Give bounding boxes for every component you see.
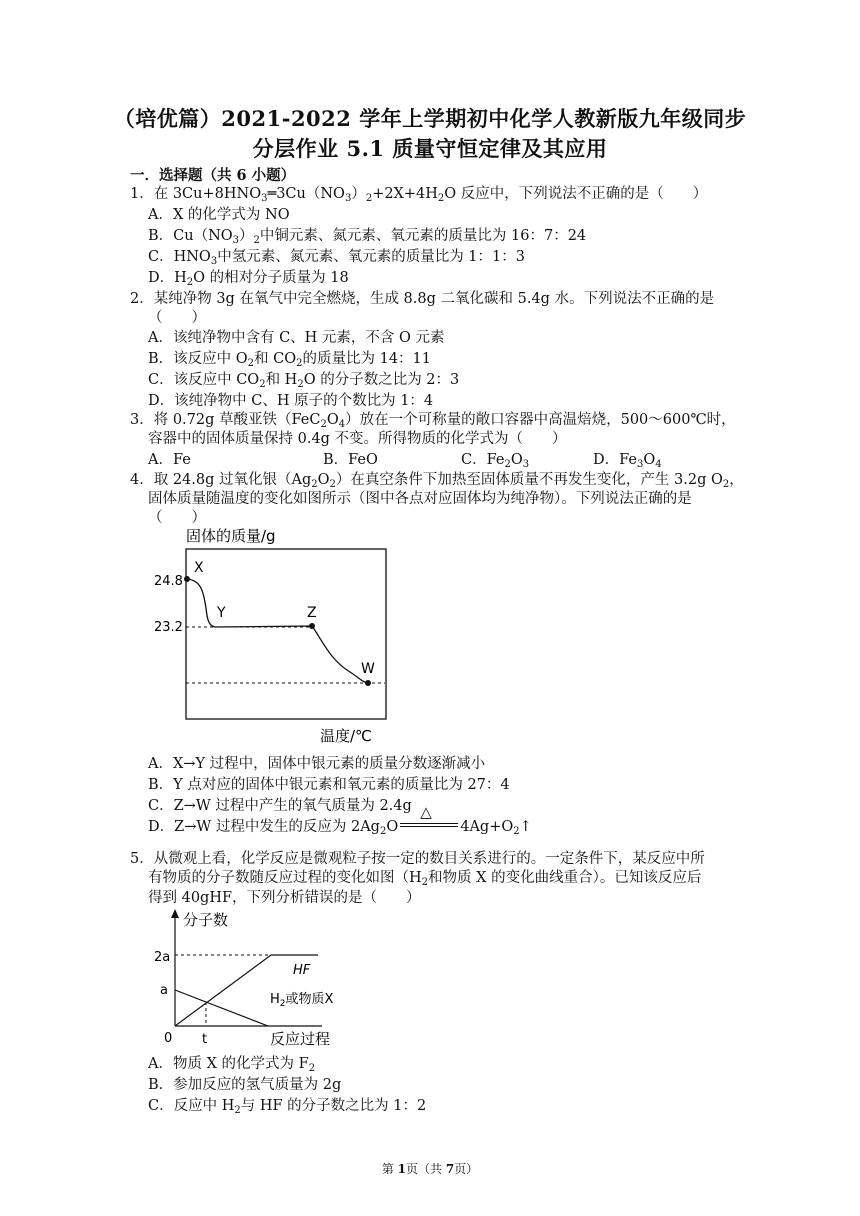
q2-stem: 2．某纯净物 3g 在氧气中完全燃烧，生成 8.8g 二氧化碳和 5.4g 水。下列说法不正确的是	[130, 291, 715, 307]
q3-option-a: A．Fe	[148, 452, 191, 468]
q5-stem-line3: 得到 40gHF，下列分析错误的是（ ）	[148, 890, 421, 906]
q2-option-a: A．该纯净物中含有 C、H 元素，不含 O 元素	[148, 330, 445, 346]
chart1-point-w	[365, 680, 371, 686]
chart2-y-arrow	[171, 909, 179, 918]
chart1-label-y: Y	[217, 605, 226, 621]
chart2-xlabel: 反应过程	[270, 1030, 331, 1048]
delta-symbol: △	[420, 803, 432, 821]
chart2-hf-line	[175, 955, 271, 1026]
chart1-ylabel: 固体的质量/g	[186, 527, 276, 545]
q1-option-a: A．X 的化学式为 NO	[148, 207, 290, 223]
q3-stem: 3．将 0.72g 草酸亚铁$(FeC_2O_4)$放在一个可称量的敞口容器中高温焙烧，500～600℃时，	[130, 412, 736, 430]
q2-option-b: B．该反应中 $O_2$和 $CO_2$的质量比为 14：11	[148, 351, 432, 369]
q4-stem-line2: 固体质量随温度的变化如图所示（图中各点对应固体均为纯净物）。下列说法正确的是	[148, 491, 692, 507]
q1-stem: 1．在 $3Cu+8HNO_3═3Cu(NO_3)_2+2X+4H_2O$ 反应中，下列说法不正确的是（ ）	[130, 186, 708, 204]
chart2-tick-2a: 2a	[154, 950, 171, 965]
doc-title-line2: 分层作业 5.1 质量守恒定律及其应用	[252, 136, 608, 161]
chart2-tick-t: t	[202, 1032, 208, 1047]
chart1-tick-high: 24.8	[154, 574, 183, 589]
q4-stem-paren: （ ）	[148, 510, 206, 526]
chart2-h2-line	[175, 990, 268, 1026]
q3-stem-line2: 容器中的固体质量保持 0.4g 不变。所得物质的化学式为（ ）	[148, 431, 567, 447]
chart2-tick-a: a	[160, 983, 168, 998]
chart1-xlabel: 温度/℃	[320, 727, 372, 745]
q2-option-d: D．该纯净物中 C、H 原子的个数比为 1：4	[148, 393, 434, 409]
footer-page-number: 1	[397, 1162, 406, 1176]
q4-option-b: B．Y 点对应的固体中银元素和氧元素的质量比为 27：4	[148, 777, 510, 793]
q3-option-c: C．$Fe_2O_3$	[461, 452, 530, 470]
chart1-frame	[186, 549, 386, 719]
q5-option-a: A．物质 X 的化学式为 $F_2$	[148, 1056, 316, 1074]
q5-stem: 5．从微观上看，化学反应是微观粒子按一定的数目关系进行的。一定条件下，某反应中所	[130, 851, 705, 867]
page-footer: 第 1页（共 7页）	[381, 1162, 479, 1176]
q5-option-c: C．反应中 $H_2$与 HF 的分子数之比为 1：2	[148, 1098, 427, 1116]
chart1-point-z	[309, 623, 315, 629]
q4-option-a: A．X→Y 过程中，固体中银元素的质量分数逐渐减小	[148, 756, 486, 772]
q2-stem-paren: （ ）	[148, 310, 206, 326]
chart1-point-x	[184, 576, 190, 582]
q1-option-c: C．$HNO_3$中氢元素、氮元素、氧元素的质量比为 1：1：3	[148, 249, 525, 267]
q4-option-d: D．Z→W 过程中发生的反应为 $2Ag_2O$ △ $4Ag+O_2↑$	[148, 803, 532, 837]
chart2-label-hf: HF	[293, 963, 311, 978]
q1-option-b: B．$Cu(NO_3)_2$中铜元素、氮元素、氧元素的质量比为 16：7：24	[148, 228, 587, 246]
chart1-label-x: X	[194, 560, 204, 576]
mass-temperature-chart	[140, 520, 400, 750]
section-heading: 一．选择题（共 6 小题）	[130, 167, 296, 184]
q4-stem: 4．取 24.8g 过氧化银$(Ag_2O_2)$在真空条件下加热至固体质量不再发生变化，产生 3.2g $O_2$，	[130, 472, 744, 490]
chart1-label-z: Z	[307, 605, 317, 621]
q4-option-c: C．Z→W 过程中产生的氧气质量为 2.4g	[148, 798, 412, 814]
chart2-ylabel: 分子数	[183, 911, 229, 929]
chart2-label-h2x: $H_2$或物质X	[270, 992, 334, 1009]
q2-option-c: C．该反应中 $CO_2$和 $H_2O$ 的分子数之比为 2：3	[148, 372, 460, 390]
q5-option-b: B．参加反应的氢气质量为 2g	[148, 1077, 342, 1093]
chart1-curve	[187, 579, 368, 683]
doc-title-line1: （培优篇）2021-2022 学年上学期初中化学人教新版九年级同步	[113, 106, 747, 131]
q3-option-b: B．FeO	[323, 452, 378, 468]
footer-total-pages: 7	[445, 1162, 455, 1176]
q3-option-d: D．$Fe_3O_4$	[593, 452, 662, 470]
q5-stem-line2: 有物质的分子数随反应过程的变化如图（$H_2$和物质 X 的变化曲线重合）。已知该反应后	[148, 870, 702, 888]
molecule-count-chart	[150, 906, 360, 1051]
chart2-origin: 0	[164, 1031, 173, 1046]
chart1-label-w: W	[361, 661, 375, 677]
q1-option-d: D．$H_2O$ 的相对分子质量为 18	[148, 270, 349, 288]
chart1-tick-low: 23.2	[154, 620, 183, 635]
